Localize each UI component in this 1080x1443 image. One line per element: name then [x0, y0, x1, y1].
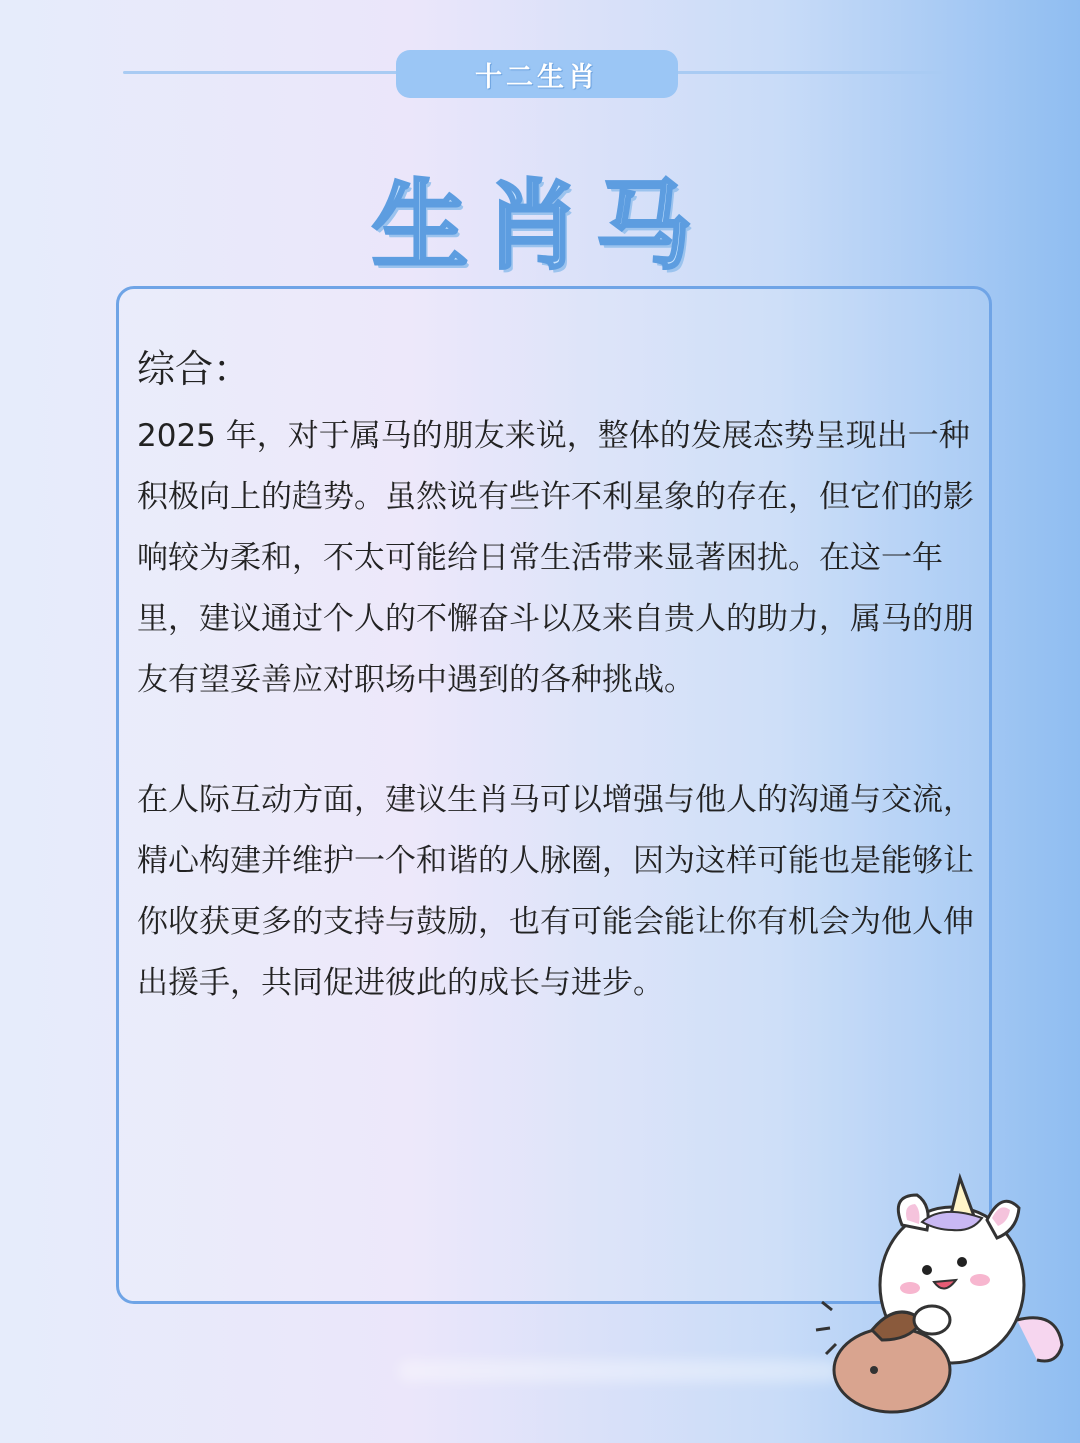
unicorn-mascot-icon [812, 1170, 1080, 1443]
category-pill: 十二生肖 [396, 50, 678, 98]
header-divider-left [123, 71, 398, 74]
section-heading: 综合： [137, 347, 252, 391]
paragraph-relationships: 在人际互动方面，建议生肖马可以增强与他人的沟通与交流，精心构建并维护一个和谐的人脉圈，因为这样可能也是能够让你收获更多的支持与鼓励，也有可能会能让你有机会为他人伸出援手，共同促进彼此的成长与进步。 [137, 782, 974, 1001]
bottom-glow [398, 1360, 840, 1382]
page-title: 生肖马 [372, 169, 708, 282]
header-divider-right [676, 71, 942, 74]
paragraph-overview: 2025 年，对于属马的朋友来说，整体的发展态势呈现出一种积极向上的趋势。虽然说有些许不利星象的存在，但它们的影响较为柔和，不太可能给日常生活带来显著困扰。在这一年里，建议通过个人的不懈奋斗以及来自贵人的助力，属马的朋友有望妥善应对职场中遇到的各种挑战。 [137, 418, 974, 698]
